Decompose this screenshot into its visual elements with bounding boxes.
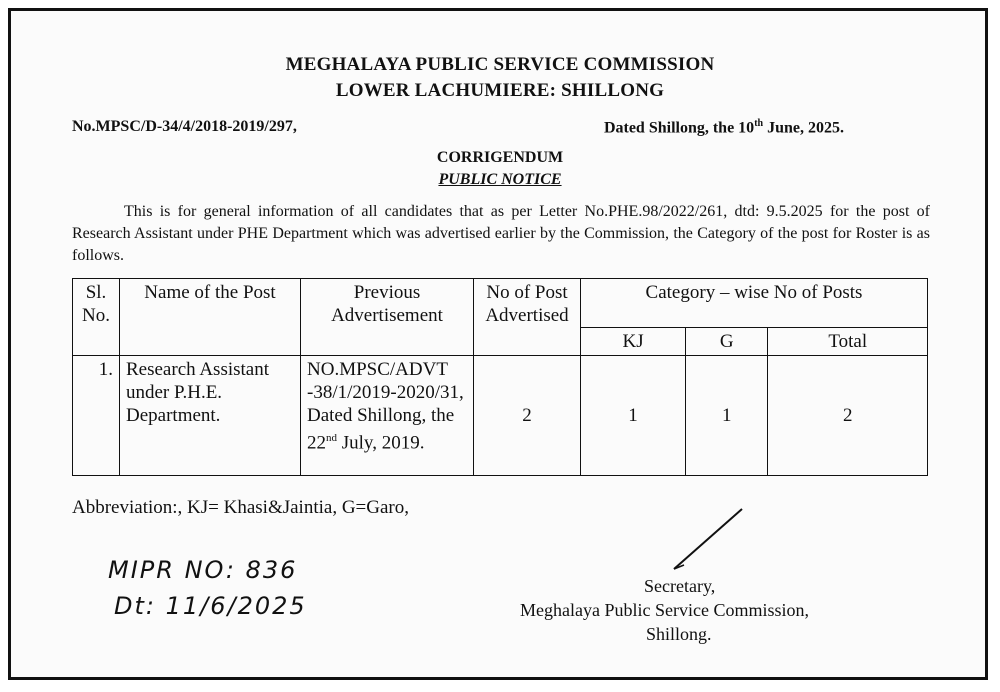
handwritten-date: Dt: 11/6/2025 [114, 592, 307, 620]
table-row [73, 356, 928, 476]
cell-post-name: Research Assistant under P.H.E. Department. [120, 356, 301, 476]
signatory-place: Shillong. [646, 624, 712, 644]
header-sl-no: Sl. No. [73, 279, 120, 356]
notice-title: CORRIGENDUM [436, 149, 564, 166]
cell-no-of-posts: 2 [474, 356, 581, 476]
header-total: Total [768, 328, 928, 356]
cell-sl: 1. [73, 356, 120, 476]
handwritten-note [108, 552, 307, 624]
date-suffix-sup: th [754, 118, 764, 129]
cell-previous-advertisement: NO.MPSC/ADVT -38/1/2019-2020/31, Dated Shillong, the 22nd July, 2019. [301, 356, 474, 476]
header-kj: KJ [581, 328, 686, 356]
reference-number: No.MPSC/D-34/4/2018-2019/297, [72, 118, 297, 135]
handwritten-mipr-number: MIPR NO: 836 [108, 556, 298, 584]
date-suffix: June, 2025. [763, 119, 844, 137]
signature-block [520, 574, 860, 646]
roster-table [72, 278, 928, 476]
cell-g: 1 [686, 356, 768, 476]
abbreviation-note: Abbreviation:, KJ= Khasi&Jaintia, G=Garo, [72, 497, 409, 518]
header-previous-advertisement: Previous Advertisement [301, 279, 474, 356]
notice-body: This is for general information of all candidates that as per Letter No.PHE.98/2022/261, dtd: 9.5.2025 for the post of Research Assistant under PHE Department which was advertised earlier by the Commission, the Category of the post for Roster is as follows. [72, 203, 930, 264]
cell-total: 2 [768, 356, 928, 476]
table-header-row [73, 279, 928, 328]
organization-address: LOWER LACHUMIERE: SHILLONG [335, 80, 665, 101]
header-no-of-posts: No of Post Advertised [474, 279, 581, 356]
dated-line [604, 118, 844, 137]
organization-name: MEGHALAYA PUBLIC SERVICE COMMISSION [285, 54, 715, 75]
notice-subtitle: PUBLIC NOTICE [438, 171, 562, 188]
signatory-title: Secretary, [644, 576, 716, 596]
header-category-wise: Category – wise No of Posts [581, 279, 928, 328]
cell-kj: 1 [581, 356, 686, 476]
header-g: G [686, 328, 768, 356]
date-prefix: Dated Shillong, the 10 [603, 119, 755, 137]
header-post-name: Name of the Post [120, 279, 301, 356]
signature-mark [660, 505, 750, 575]
signatory-organization: Meghalaya Public Service Commission, [520, 600, 809, 620]
